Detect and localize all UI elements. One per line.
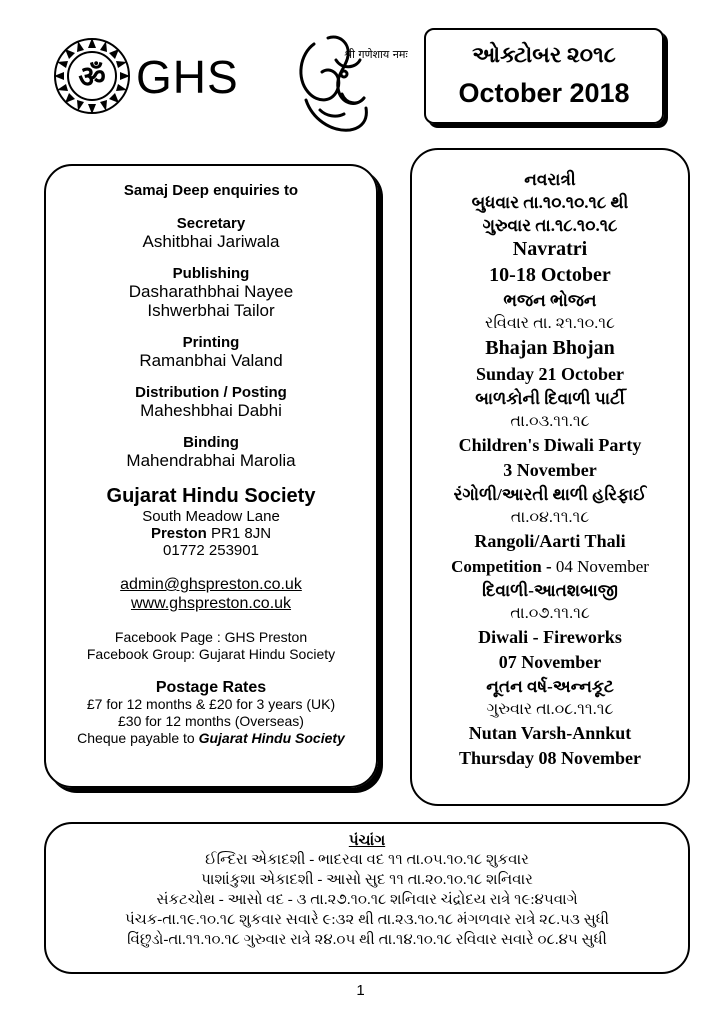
bhajan-gu: ભજન ભોજન bbox=[503, 291, 597, 310]
enquiries-heading: Samaj Deep enquiries to bbox=[123, 182, 299, 199]
facebook-page: Facebook Page : GHS Preston bbox=[114, 629, 308, 645]
children-date-gu: તા.૦૩.૧૧.૧૮ bbox=[510, 413, 590, 430]
date-box bbox=[424, 28, 664, 124]
navratri-to-gu: ગુરુવાર તા.૧૮.૧૦.૧૮ bbox=[482, 216, 618, 235]
postage-overseas: £30 for 12 months (Overseas) bbox=[118, 713, 304, 729]
cheque-line bbox=[46, 730, 376, 747]
panchang-line-5: વિંછુડો-તા.૧૧.૧૦.૧૮ ગુરુવાર રાત્રે ૨૪.૦૫ થી તા.૧૪.૧૦.૧૮ રવિવાર સવારે ૦૮.૪૫ સુધી bbox=[127, 932, 607, 948]
printing-name: Ramanbhai Valand bbox=[139, 351, 283, 370]
diwali-date-gu: તા.૦૭.૧૧.૧૮ bbox=[510, 605, 590, 622]
cheque-prefix: Cheque payable to bbox=[77, 730, 195, 746]
children-en: Children's Diwali Party bbox=[458, 435, 642, 455]
cheque-payee: Gujarat Hindu Society bbox=[198, 730, 345, 746]
society-name: Gujarat Hindu Society bbox=[106, 485, 316, 507]
children-gu: બાળકોની દિવાળી પાર્ટી bbox=[475, 389, 625, 408]
panchang-title: પંચાંગ bbox=[348, 833, 386, 849]
panchang-line-1: ઈન્દિરા એકાદશી - ભાદરવા વદ ૧૧ તા.૦૫.૧૦.૧૮ શુકવાર bbox=[205, 852, 529, 868]
diwali-en: Diwali - Fireworks bbox=[478, 627, 622, 647]
children-date-en: 3 November bbox=[503, 460, 597, 480]
postage-title: Postage Rates bbox=[155, 679, 267, 696]
rangoli-comp-date: 04 November bbox=[555, 557, 649, 576]
secretary-label: Secretary bbox=[176, 215, 246, 232]
publishing-name-1: Dasharathbhai Nayee bbox=[128, 282, 294, 301]
nutan-date-gu: ગુરુવાર તા.૦૮.૧૧.૧૮ bbox=[486, 701, 614, 718]
page-number: 1 bbox=[356, 982, 365, 999]
bhajan-en: Bhajan Bhojan bbox=[485, 337, 615, 359]
website-link[interactable]: www.ghspreston.co.uk bbox=[130, 595, 292, 612]
om-mandala-icon bbox=[52, 36, 132, 116]
publishing-label: Publishing bbox=[172, 265, 250, 282]
binding-label: Binding bbox=[183, 434, 239, 451]
date-gujarati: ઓક્ટોબર ૨૦૧૮ bbox=[472, 42, 616, 67]
events-box bbox=[410, 148, 690, 806]
postcode: PR1 8JN bbox=[211, 525, 272, 542]
ganesh-icon bbox=[284, 30, 408, 142]
diwali-date-en: 07 November bbox=[498, 652, 602, 672]
facebook-group: Facebook Group: Gujarat Hindu Society bbox=[86, 646, 336, 662]
navratri-en: Navratri bbox=[512, 238, 588, 260]
nutan-en: Nutan Varsh-Annkut bbox=[468, 723, 632, 743]
publishing-name-2: Ishwerbhai Tailor bbox=[147, 301, 275, 320]
panchang-line-4: પંચક-તા.૧૯.૧૦.૧૮ શુકવાર સવારે ૯:૩૨ થી તા.૨૩.૧૦.૧૮ મંગળવાર રાત્રે ૨૮.૫૩ સુધી bbox=[124, 912, 610, 928]
rangoli-competition bbox=[412, 554, 688, 579]
org-abbr: GHS bbox=[136, 51, 239, 103]
postage-uk: £7 for 12 months & £20 for 3 years (UK) bbox=[86, 696, 336, 712]
printing-label: Printing bbox=[182, 334, 240, 351]
distribution-name: Maheshbhai Dabhi bbox=[140, 401, 282, 420]
distribution-label: Distribution / Posting bbox=[135, 384, 287, 401]
address-line: South Meadow Lane bbox=[142, 508, 280, 525]
navratri-from-gu: બુધવાર તા.૧૦.૧૦.૧૮ થી bbox=[471, 193, 629, 212]
navratri-gu: નવરાત્રી bbox=[524, 170, 576, 189]
city: Preston bbox=[150, 525, 207, 542]
secretary-name: Ashitbhai Jariwala bbox=[142, 232, 280, 251]
rangoli-date-gu: તા.૦૪.૧૧.૧૮ bbox=[510, 509, 590, 526]
phone: 01772 253901 bbox=[163, 542, 259, 559]
rangoli-comp-label: Competition - bbox=[451, 557, 556, 576]
rangoli-gu: રંગોળી/આરતી થાળી હરિફાઈ bbox=[453, 485, 647, 504]
email-link[interactable]: admin@ghspreston.co.uk bbox=[120, 576, 302, 593]
city-postcode bbox=[46, 525, 376, 542]
bhajan-date-en: Sunday 21 October bbox=[475, 364, 625, 384]
date-english: October 2018 bbox=[458, 78, 630, 108]
binding-name: Mahendrabhai Marolia bbox=[126, 451, 296, 470]
diwali-gu: દિવાળી-આતશબાજી bbox=[482, 581, 618, 600]
bhajan-date-gu: રવિવાર તા. ૨૧.૧૦.૧૮ bbox=[485, 315, 615, 332]
panchang-box bbox=[44, 822, 690, 974]
contacts-box bbox=[44, 164, 378, 788]
nutan-gu: નૂતન વર્ષ-અન્નકૂટ bbox=[486, 677, 614, 696]
rangoli-en: Rangoli/Aarti Thali bbox=[474, 531, 626, 551]
ganesh-text: श्री गणेशाय नमः bbox=[344, 48, 408, 61]
panchang-line-3: સંકટચોથ - આસો વદ - ૩ તા.૨૭.૧૦.૧૮ શનિવાર ચંદ્રોદય રાત્રે ૧૯:૪૫વાગે bbox=[156, 892, 578, 908]
panchang-line-2: પાશાંકુશા એકાદશી - આસો સુદ ૧૧ તા.૨૦.૧૦.૧૮ શનિવાર bbox=[201, 872, 533, 888]
svg-text:ॐ: ॐ bbox=[78, 60, 106, 95]
nutan-date-en: Thursday 08 November bbox=[458, 748, 641, 768]
navratri-dates-en: 10-18 October bbox=[489, 264, 611, 286]
